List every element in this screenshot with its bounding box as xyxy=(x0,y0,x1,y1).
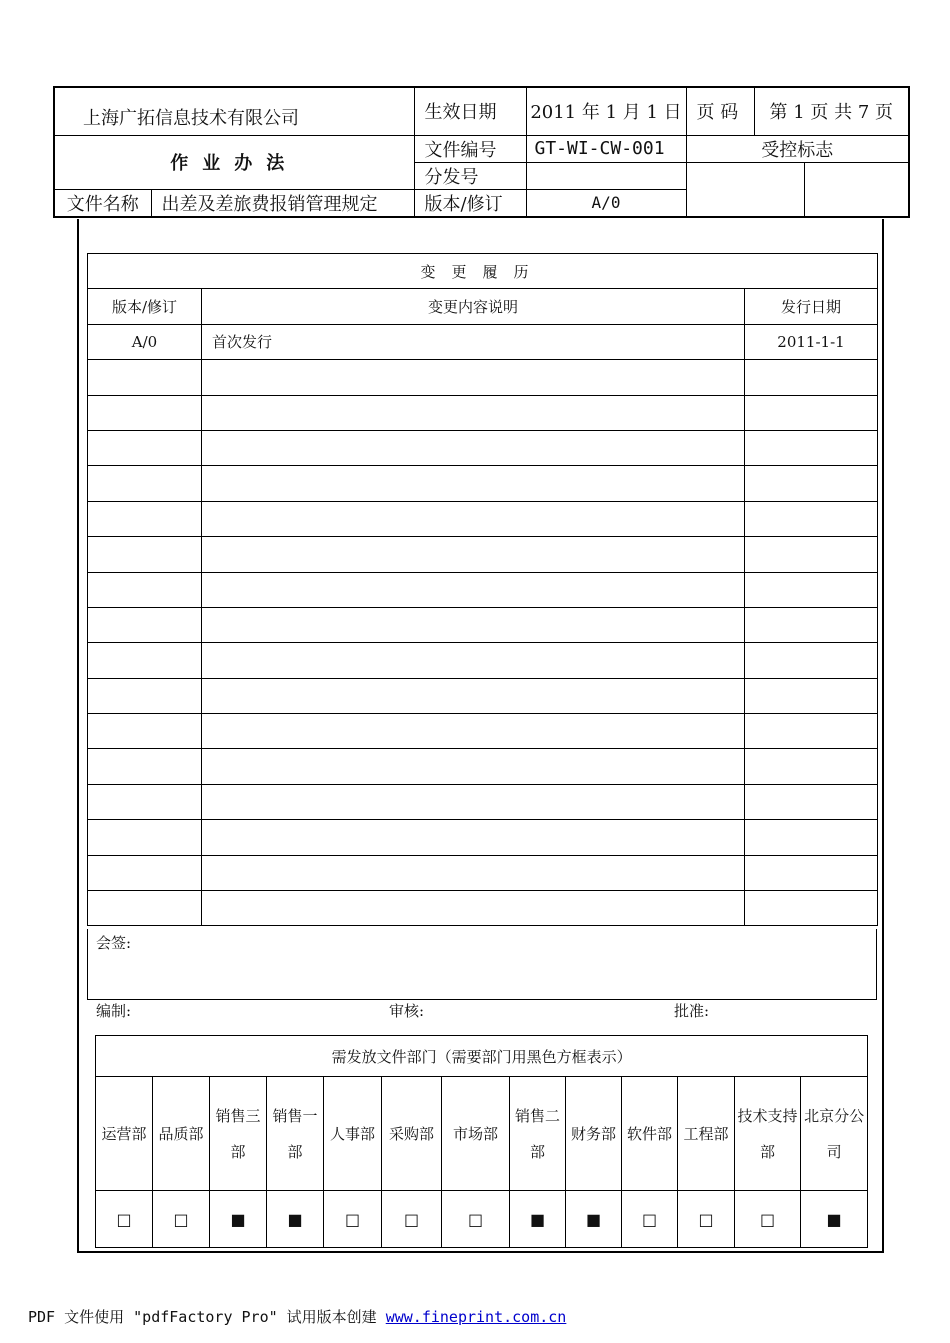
empty-box-icon[interactable]: □ xyxy=(153,1191,210,1248)
history-version-cell xyxy=(88,678,202,713)
reviewed-by-label: 审核: xyxy=(389,1002,425,1020)
department-name: 工程部 xyxy=(678,1077,735,1191)
department-name: 财务部 xyxy=(566,1077,622,1191)
history-date-cell xyxy=(745,784,878,819)
history-date-cell xyxy=(745,643,878,678)
history-date-cell xyxy=(745,466,878,501)
history-date-cell xyxy=(745,820,878,855)
history-date-cell xyxy=(745,607,878,642)
history-description-cell xyxy=(202,678,745,713)
file-name-label: 文件名称 xyxy=(54,189,151,217)
history-version-cell xyxy=(88,891,202,926)
history-version-cell xyxy=(88,501,202,536)
history-description-cell xyxy=(202,466,745,501)
history-row xyxy=(88,572,878,607)
history-date-cell xyxy=(745,501,878,536)
history-row xyxy=(88,466,878,501)
history-row xyxy=(88,430,878,465)
effective-date-label: 生效日期 xyxy=(414,87,526,135)
footer-link[interactable]: www.fineprint.com.cn xyxy=(385,1308,567,1326)
signoff-area xyxy=(87,929,877,1000)
department-name: 品质部 xyxy=(153,1077,210,1191)
department-name: 销售二部 xyxy=(510,1077,566,1191)
history-description-cell xyxy=(202,360,745,395)
history-date-cell xyxy=(745,714,878,749)
history-description-cell xyxy=(202,643,745,678)
history-version-cell xyxy=(88,749,202,784)
col-header-description: 变更内容说明 xyxy=(202,289,745,324)
history-row xyxy=(88,537,878,572)
empty-box-icon[interactable]: □ xyxy=(324,1191,382,1248)
prepared-by-label: 编制: xyxy=(96,1002,132,1020)
history-date-cell xyxy=(745,430,878,465)
history-row xyxy=(88,678,878,713)
history-version-cell xyxy=(88,643,202,678)
history-version-cell xyxy=(88,714,202,749)
doc-number-label: 文件编号 xyxy=(414,135,526,162)
department-name: 运营部 xyxy=(96,1077,153,1191)
history-version-cell xyxy=(88,537,202,572)
department-name: 北京分公司 xyxy=(801,1077,868,1191)
history-version-cell xyxy=(88,395,202,430)
history-description-cell xyxy=(202,820,745,855)
footer-text: PDF 文件使用 "pdfFactory Pro" 试用版本创建 xyxy=(28,1308,386,1326)
checked-box-icon[interactable]: ■ xyxy=(510,1191,566,1248)
empty-box-icon[interactable]: □ xyxy=(96,1191,153,1248)
controlled-mark-label: 受控标志 xyxy=(686,135,909,162)
department-name: 软件部 xyxy=(622,1077,678,1191)
controlled-mark-cell-left xyxy=(686,162,804,217)
history-date-cell xyxy=(745,572,878,607)
effective-date: 2011 年 1 月 1 日 xyxy=(526,87,686,135)
history-row xyxy=(88,360,878,395)
empty-box-icon[interactable]: □ xyxy=(622,1191,678,1248)
history-version-cell xyxy=(88,360,202,395)
history-row xyxy=(88,784,878,819)
history-row xyxy=(88,820,878,855)
history-version-cell xyxy=(88,572,202,607)
history-row xyxy=(88,395,878,430)
history-date-cell xyxy=(745,891,878,926)
history-version-cell xyxy=(88,430,202,465)
history-row xyxy=(88,324,878,359)
distribution-number-label: 分发号 xyxy=(414,162,526,189)
checked-box-icon[interactable]: ■ xyxy=(210,1191,267,1248)
history-date-cell: 2011-1-1 xyxy=(745,324,878,359)
page-number: 第 1 页 共 7 页 xyxy=(754,87,909,135)
file-name: 出差及差旅费报销管理规定 xyxy=(151,189,414,217)
col-header-date: 发行日期 xyxy=(745,289,878,324)
document-header xyxy=(53,86,910,218)
history-row xyxy=(88,643,878,678)
version-value: A/0 xyxy=(526,189,686,217)
empty-box-icon[interactable]: □ xyxy=(735,1191,801,1248)
history-description-cell xyxy=(202,501,745,536)
history-description-cell xyxy=(202,749,745,784)
history-row xyxy=(88,607,878,642)
history-version-cell xyxy=(88,607,202,642)
history-description-cell xyxy=(202,430,745,465)
approved-by-label: 批准: xyxy=(674,1002,710,1020)
controlled-mark-cell-right xyxy=(804,162,909,217)
pdf-footer xyxy=(28,1306,566,1327)
countersign-label: 会签: xyxy=(96,934,132,952)
department-name: 销售一部 xyxy=(267,1077,324,1191)
distribution-table xyxy=(95,1035,868,1248)
empty-box-icon[interactable]: □ xyxy=(678,1191,735,1248)
history-description-cell xyxy=(202,395,745,430)
history-date-cell xyxy=(745,537,878,572)
page-label: 页 码 xyxy=(686,87,754,135)
distribution-number xyxy=(526,162,686,189)
department-name: 人事部 xyxy=(324,1077,382,1191)
distribution-title: 需发放文件部门（需要部门用黑色方框表示） xyxy=(96,1036,868,1077)
department-name: 采购部 xyxy=(382,1077,442,1191)
history-row xyxy=(88,855,878,890)
history-version-cell xyxy=(88,820,202,855)
history-version-cell xyxy=(88,466,202,501)
history-description-cell xyxy=(202,891,745,926)
history-version-cell: A/0 xyxy=(88,324,202,359)
history-description-cell xyxy=(202,784,745,819)
history-description-cell xyxy=(202,572,745,607)
department-name: 技术支持部 xyxy=(735,1077,801,1191)
history-date-cell xyxy=(745,855,878,890)
history-row xyxy=(88,501,878,536)
empty-box-icon[interactable]: □ xyxy=(442,1191,510,1248)
doc-type-title: 作业办法 xyxy=(54,135,414,189)
history-version-cell xyxy=(88,784,202,819)
checked-box-icon[interactable]: ■ xyxy=(801,1191,868,1248)
empty-box-icon[interactable]: □ xyxy=(382,1191,442,1248)
version-label: 版本/修订 xyxy=(414,189,526,217)
history-row xyxy=(88,891,878,926)
history-date-cell xyxy=(745,749,878,784)
history-date-cell xyxy=(745,678,878,713)
history-description-cell xyxy=(202,714,745,749)
checked-box-icon[interactable]: ■ xyxy=(566,1191,622,1248)
history-version-cell xyxy=(88,855,202,890)
history-description-cell xyxy=(202,855,745,890)
department-name: 市场部 xyxy=(442,1077,510,1191)
history-description-cell: 首次发行 xyxy=(202,324,745,359)
history-description-cell xyxy=(202,607,745,642)
doc-number: GT-WI-CW-001 xyxy=(526,135,686,162)
company-name: 上海广拓信息技术有限公司 xyxy=(54,87,414,135)
history-date-cell xyxy=(745,395,878,430)
history-date-cell xyxy=(745,360,878,395)
checked-box-icon[interactable]: ■ xyxy=(267,1191,324,1248)
department-name: 销售三部 xyxy=(210,1077,267,1191)
history-row xyxy=(88,714,878,749)
history-row xyxy=(88,749,878,784)
change-history-table xyxy=(87,253,878,926)
col-header-version: 版本/修订 xyxy=(88,289,202,324)
history-title: 变更履历 xyxy=(88,254,878,289)
history-description-cell xyxy=(202,537,745,572)
